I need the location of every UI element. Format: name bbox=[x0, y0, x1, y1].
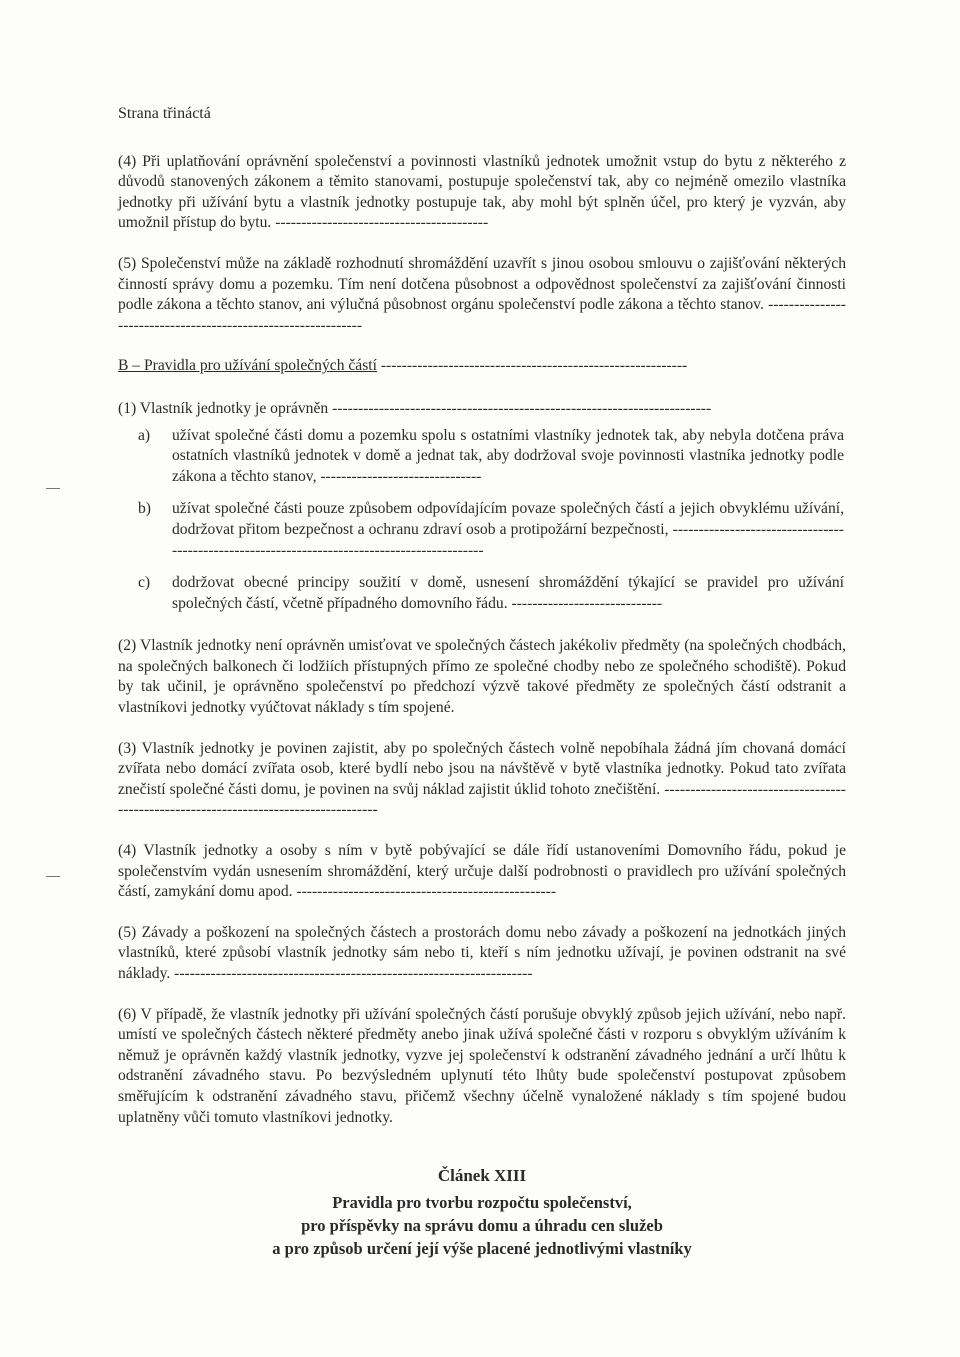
article-title-line-1: Pravidla pro tvorbu rozpočtu společenství, bbox=[332, 1193, 632, 1213]
page-label: Strana třináctá bbox=[118, 105, 211, 122]
list-item bbox=[118, 426, 846, 488]
section-b-heading-dashes: ----------------------------------------------------------- bbox=[376, 357, 688, 375]
section-b-paragraph-2: (2) Vlastník jednotky není oprávněn umisťovat ve společných částech jakékoliv předměty (na společných chodbách, na společných balkonech či lodžiích přístupných přímo ze společné chodby nebo ze společného schodiště). Pokud by tak učinil, je oprávněno společenství po předchozí výzvě takové předměty ze společných částí odstranit a vlastníkovi jednotky vyúčtovat náklady s tím spojené. bbox=[118, 637, 846, 717]
section-a-paragraph-4: (4) Při uplatňování oprávnění společenství a povinnosti vlastníků jednotek umožnit vstup do bytu z některého z důvodů stanovených zákonem a těmito stanovami, postupuje společenství tak, aby co nejméně omezilo vlastníka jednotky při užívání bytu a vlastník jednotky postupuje tak, aby mohl být splněn účel, pro který je vyzván, aby umožnil přístup do bytu. ----------------------------------------- bbox=[118, 152, 846, 232]
section-a-paragraph-5: (5) Společenství může na základě rozhodnutí shromáždění uzavřít s jinou osobou smlouvu o zajišťování některých činností správy domu a pozemku. Tím není dotčena působnost a odpovědnost společenství za zajišťování činnosti podle zákona a těchto stanov, ani výlučná působnost orgánu společenství podle zákona a těchto stanov. -------------------------------------------------------------- bbox=[118, 254, 846, 334]
list-item-label: b) bbox=[138, 500, 151, 518]
list-item bbox=[118, 499, 846, 561]
article-heading bbox=[118, 1164, 846, 1260]
article-number: Článek XIII bbox=[437, 1166, 527, 1186]
list-item bbox=[118, 573, 846, 614]
list-item-text: užívat společné části pouze způsobem odpovídajícím povaze společných částí a jejich obvyklému užívání, dodržovat přitom bezpečnost a ochranu zdraví osob a protipožární bezpečnosti, --------------------------------------------------------------------------------------------- bbox=[172, 500, 844, 559]
section-b-paragraph-1-intro: (1) Vlastník jednotky je oprávněn ------------------------------------------------------------------------- bbox=[118, 399, 712, 417]
article-title-line-3: a pro způsob určení její výše placené jednotlivými vlastníky bbox=[272, 1239, 692, 1259]
article-title-line-2: pro příspěvky na správu domu a úhradu cen služeb bbox=[301, 1216, 663, 1236]
section-b-paragraph-4: (4) Vlastník jednotky a osoby s ním v bytě pobývající se dále řídí ustanoveními Domovního řádu, pokud je společenstvím vydán usnesením shromáždění, který určuje další podrobnosti o pravidlech pro užívání společných částí, zamykání domu apod. -------------------------------------------------- bbox=[118, 842, 846, 901]
margin-mark bbox=[46, 488, 60, 489]
section-b-paragraph-3: (3) Vlastník jednotky je povinen zajistit, aby po společných částech volně nepobíhala žádná jím chovaná domácí zvířata nebo domácí zvířata osob, které bydlí nebo jsou na návštěvě v bytě vlastníka jednotky. Pokud tato zvířata znečistí společné části domu, je povinen na svůj náklad zajistit úklid tohoto znečištění. ------------------------------------------------------------------------------------- bbox=[118, 739, 846, 819]
list-item-text: užívat společné části domu a pozemku spolu s ostatními vlastníky jednotek tak, aby nebyla dotčena práva ostatních vlastníků jednotek v domě a jednat tak, aby dodržoval svoje povinnosti vlastníka jednotky podle zákona a těchto stanov, ------------------------------- bbox=[172, 426, 844, 485]
document-page bbox=[118, 104, 846, 1260]
list-item-label: c) bbox=[138, 574, 151, 592]
list-item-text: dodržovat obecné principy soužití v domě, usnesení shromáždění týkající se pravidel pro užívání společných částí, včetně případného domovního řádu. ----------------------------- bbox=[172, 574, 844, 612]
list-item-label: a) bbox=[138, 426, 151, 444]
margin-mark bbox=[46, 876, 60, 877]
section-b-heading-text: B – Pravidla pro užívání společných částí bbox=[118, 357, 377, 375]
section-b-paragraph-6: (6) V případě, že vlastník jednotky při užívání společných částí porušuje obvyklý způsob jejich užívání, nebo např. umístí ve společných částech některé předměty anebo jinak užívá společné části v rozporu s obvyklým užíváním k němuž je oprávněn každý vlastník jednotky, vyzve jej společenství k odstranění závadného jednání a určí lhůtu k odstranění závadného stavu. Po bezvýsledném uplynutí této lhůty bude společenství postupovat způsobem směřujícím k odstranění závadného stavu, přičemž všechny účelně vynaložené náklady s tím spojené budou uplatněny vůči tomuto vlastníkovi jednotky. bbox=[118, 1005, 846, 1126]
section-b-heading bbox=[118, 356, 846, 377]
section-b-paragraph-5: (5) Závady a poškození na společných částech a prostorách domu nebo závady a poškození na jednotkách jiných vlastníků, které způsobí vlastník jednotky sám nebo ti, kteří s ním jednotku užívají, je povinen odstranit na své náklady. --------------------------------------------------------------------- bbox=[118, 923, 846, 982]
